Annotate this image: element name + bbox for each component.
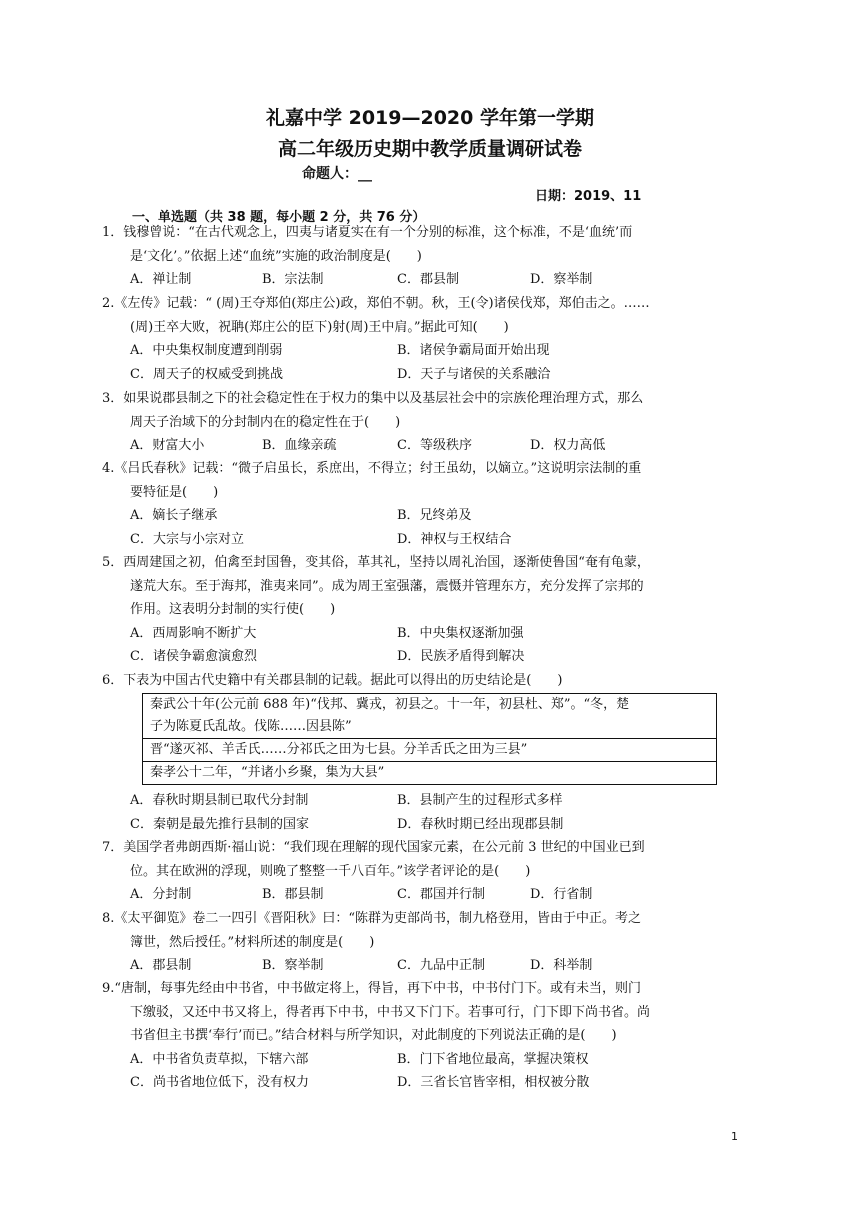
option-b: B．郡县制 (262, 887, 324, 902)
question-text: 作用。这表明分封制的实行使( ) (130, 602, 336, 617)
table-cell: 秦孝公十二年，“并诸小乡聚，集为大县” (143, 762, 717, 785)
option-c: C．尚书省地位低下，没有权力 (130, 1075, 309, 1090)
option-d: D．天子与诸侯的关系融洽 (397, 366, 551, 382)
table-cell: 秦武公十年(公元前 688 年)“伐邦、冀戎，初县之。十一年，初县杜、郑”。“冬，楚 子为陈夏氏乱故。伐陈……因县陈” (143, 694, 717, 739)
option-b: B．察举制 (262, 958, 324, 973)
option-a: A．春秋时期县制已取代分封制 (130, 793, 309, 808)
options-row (102, 883, 730, 907)
question-2 (102, 292, 730, 386)
option-c: C．诸侯争霸愈演愈烈 (130, 649, 257, 664)
option-a: A．财富大小 (130, 438, 205, 453)
question-text: 下缴驳，又还中书又将上，得者再下中书，中书又下门下。若事可行，门下即下尚书省。尚 (130, 1004, 651, 1020)
question-number: 8. (102, 911, 115, 926)
option-a: A．分封制 (130, 887, 192, 902)
option-a: A．嫡长子继承 (130, 508, 218, 523)
option-c: C．郡县制 (397, 272, 459, 287)
options-row (102, 434, 730, 458)
question-text: 如果说郡县制之下的社会稳定性在于权力的集中以及基层社会中的宗族伦理治理方式，那么 (123, 391, 644, 406)
option-c: C．大宗与小宗对立 (130, 531, 244, 547)
question-text: 位。其在欧洲的浮现，则晚了整整一千八百年。”该学者评论的是( ) (130, 863, 531, 879)
author-line: 命题人：__ (302, 166, 372, 182)
option-a: A．西周影响不断扩大 (130, 625, 257, 641)
options-row (102, 1071, 730, 1095)
option-b: B．门下省地位最高，掌握决策权 (397, 1051, 589, 1067)
options-row (102, 339, 730, 363)
table-cell: 晋“遂灭祁、羊舌氏……分祁氏之田为七县。分羊舌氏之田为三县” (143, 739, 717, 762)
option-c: C．秦朝是最先推行县制的国家 (130, 816, 309, 832)
question-number: 7． (102, 840, 124, 855)
options-row (102, 645, 730, 669)
option-b: B．诸侯争霸局面开始出现 (397, 343, 550, 358)
question-text: 《太平御览》卷二一四引《晋阳秋》曰：“陈群为吏部尚书，制九格登用，皆由于中正。考之 (114, 911, 642, 926)
question-number: 9. (102, 981, 115, 996)
options-row (102, 268, 730, 292)
question-text: (周)王卒大败，祝聃(郑庄公的臣下)射(周)王中肩。”据此可知( ) (130, 319, 509, 335)
option-d: D．察举制 (530, 272, 593, 287)
date-line: 日期：2019、11 (535, 189, 642, 204)
question-text: 遂荒大东。至于海邦，淮夷来同”。成为周王室强藩，震慑并管理东方，充分发挥了宗邦的 (130, 578, 644, 594)
option-b: B．宗法制 (262, 272, 324, 287)
question-number: 5． (102, 555, 124, 570)
question-number: 4. (102, 461, 115, 476)
option-d: D．行省制 (530, 887, 593, 902)
option-d: D．民族矛盾得到解决 (397, 649, 525, 664)
option-a: A．中书省负责草拟，下辖六部 (130, 1051, 309, 1067)
option-d: D．春秋时期已经出现郡县制 (397, 816, 564, 832)
records-table (142, 693, 717, 785)
option-b: B．血缘亲疏 (262, 438, 337, 453)
question-7 (102, 836, 730, 907)
table-row (143, 762, 717, 785)
table-row (143, 694, 717, 739)
question-text: 下表为中国古代史籍中有关郡县制的记载。据此可以得出的历史结论是( ) (123, 673, 563, 688)
question-text: 西周建国之初，伯禽至封国鲁，变其俗，革其礼，坚持以周礼治国，逐渐使鲁国“奄有龟蒙， (123, 555, 650, 570)
question-text: 《左传》记载：“ (周)王夺郑伯(郑庄公)政，郑伯不朝。秋，王(令)诸侯伐郑，郑伯击之。…… (114, 296, 650, 311)
question-number: 6． (102, 673, 124, 688)
question-text: 钱穆曾说：“在古代观念上，四夷与诸夏实在有一个分别的标准，这个标准，不是‘血统’而 (123, 225, 633, 240)
question-text: 是‘文化’。”依据上述“血统”实施的政治制度是( ) (130, 248, 422, 264)
question-text: 簿世，然后授任。”材料所述的制度是( ) (130, 934, 375, 950)
exam-title-line1: 礼嘉中学 2019—2020 学年第一学期 (266, 107, 594, 129)
option-a: A．中央集权制度遭到削弱 (130, 343, 283, 358)
question-3 (102, 387, 730, 458)
options-row (102, 813, 730, 837)
option-c: C．等级秩序 (397, 438, 472, 453)
options-row (102, 363, 730, 387)
options-row (102, 1048, 730, 1072)
option-b: B．县制产生的过程形式多样 (397, 793, 563, 808)
question-text: 书省但主书撰‘奉行’而已。”结合材料与所学知识，对此制度的下列说法正确的是( ) (130, 1028, 617, 1043)
table-row (143, 739, 717, 762)
option-b: B．兄终弟及 (397, 508, 472, 523)
question-5 (102, 551, 730, 669)
option-c: C．九品中正制 (397, 958, 485, 973)
question-number: 1． (102, 225, 124, 240)
page-number: 1 (731, 1130, 738, 1143)
option-d: D．科举制 (530, 958, 593, 973)
option-b: B．中央集权逐渐加强 (397, 625, 524, 641)
question-1 (102, 221, 730, 292)
options-row (102, 528, 730, 552)
option-c: C．周天子的权威受到挑战 (130, 366, 283, 382)
options-row (102, 954, 730, 978)
question-text: 《吕氏春秋》记载：“微子启虽长，系庶出，不得立；纣王虽幼，以嫡立。”这说明宗法制的重 (114, 461, 642, 476)
options-row (102, 789, 730, 813)
question-6-options (102, 789, 730, 836)
exam-title-line2: 高二年级历史期中教学质量调研试卷 (277, 138, 582, 160)
option-a: A．郡县制 (130, 958, 192, 973)
question-text: “唐制，每事先经由中书省，中书做定将上，得旨，再下中书，中书付门下。或有未当，则门 (114, 981, 642, 996)
options-row (102, 504, 730, 528)
question-text: 美国学者弗朗西斯·福山说：“我们现在理解的现代国家元素，在公元前 3 世纪的中国业已到 (123, 840, 645, 855)
question-text: 要特征是( ) (130, 484, 219, 500)
question-number: 2. (102, 296, 115, 311)
option-d: D．神权与王权结合 (397, 531, 512, 547)
question-9 (102, 977, 730, 1095)
options-row (102, 622, 730, 646)
option-d: D．权力高低 (530, 438, 606, 453)
question-6 (102, 669, 730, 693)
section-heading: 一、单选题（共 38 题，每小题 2 分，共 76 分） (132, 210, 426, 225)
option-a: A．禅让制 (130, 272, 192, 287)
question-text: 周天子治域下的分封制内在的稳定性在于( ) (130, 414, 401, 430)
option-d: D．三省长官皆宰相，相权被分散 (397, 1075, 590, 1090)
question-number: 3． (102, 391, 124, 406)
question-4 (102, 457, 730, 551)
question-8 (102, 907, 730, 978)
option-c: C．郡国并行制 (397, 887, 485, 902)
